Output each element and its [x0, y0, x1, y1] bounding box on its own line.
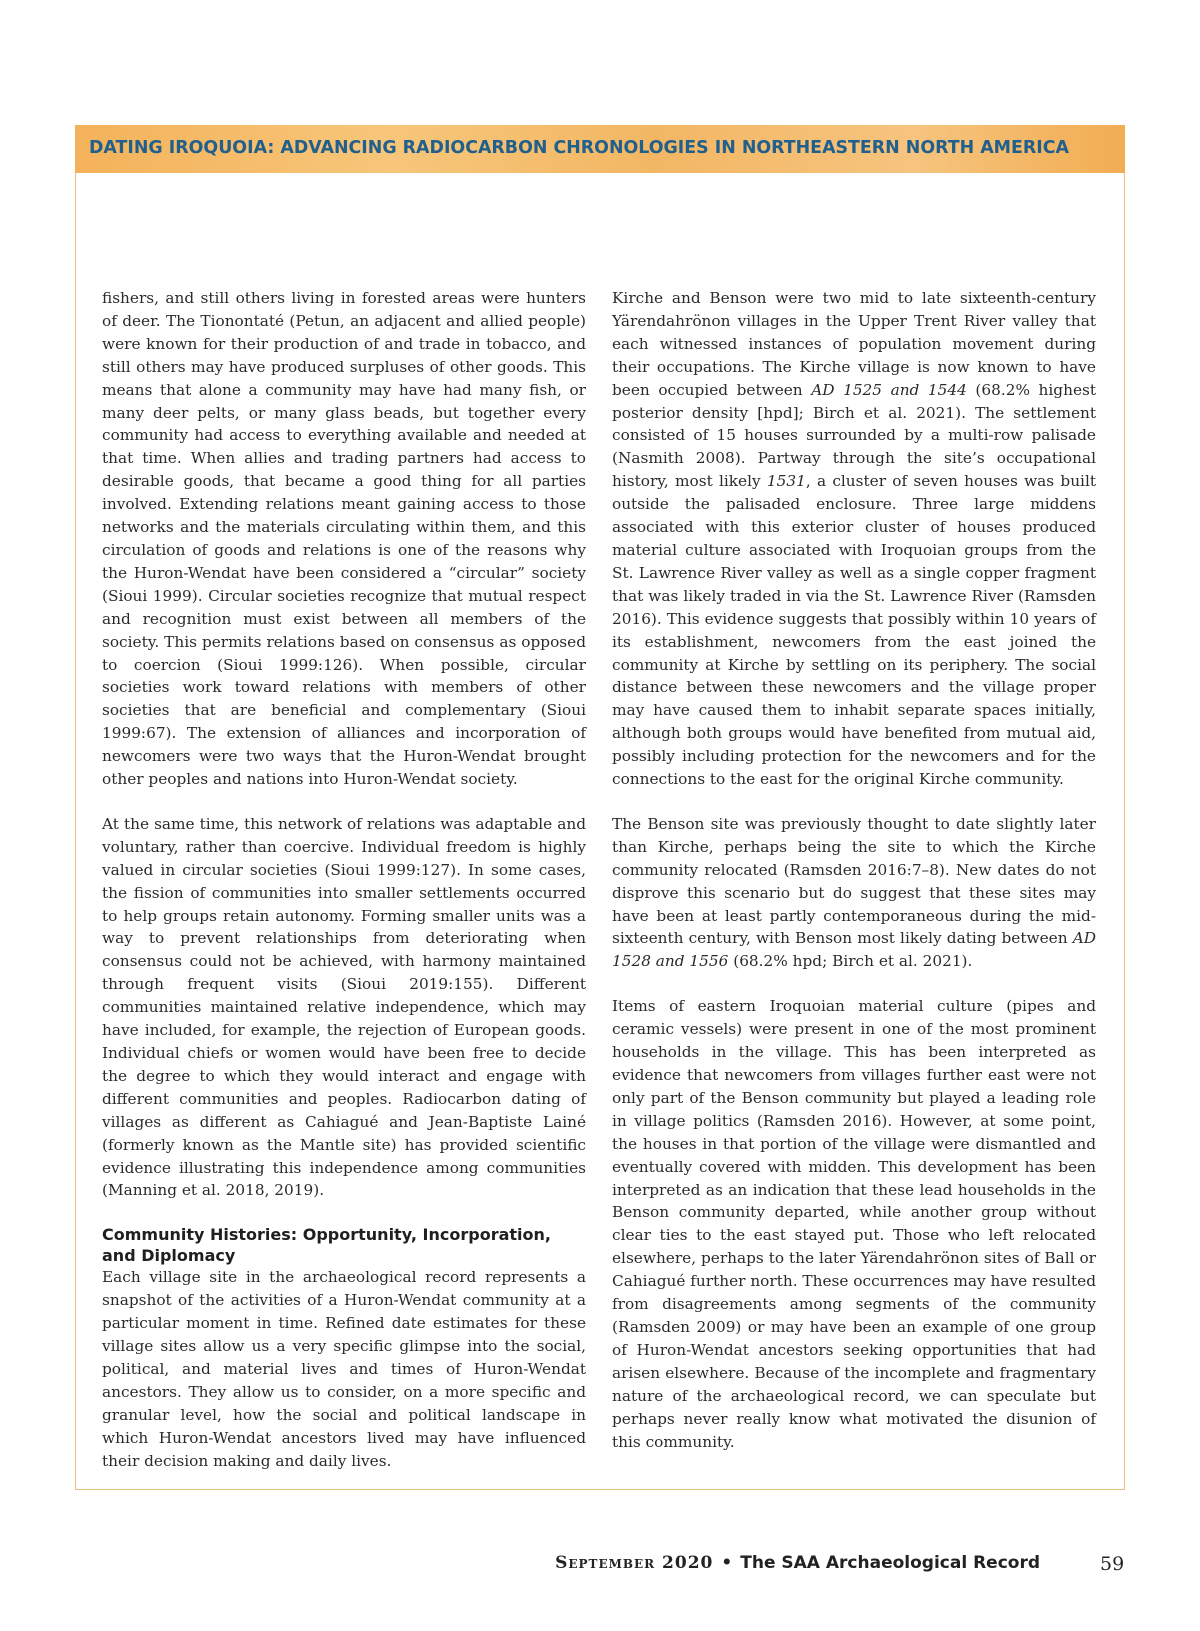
section-heading: Community Histories: Opportunity, Incorporation, and Diplomacy	[102, 1225, 551, 1266]
date-range: AD 1525 and 1544	[811, 380, 967, 399]
section-banner	[75, 125, 1125, 173]
paragraph: Kirche and Benson were two mid to late sixteenth-century Yärendahrönon villages in the Upper Trent River valley that each witnessed instances of population movement during their occupations. The Kirche village is now known to have been occupied between AD 1525 and 1544 (68.2% highest posterior density [hpd]; Birch et al. 2021). The settlement consisted of 15 houses surrounded by a multi-row palisade (Nasmith 2008). Partway through the site’s occupational history, most likely 1531, a cluster of seven houses was built outside the palisaded enclosure. Three large middens associated with this exterior cluster of houses produced material culture associated with Iroquoian groups from the St. Lawrence River valley as well as a single copper fragment that was likely traded in via the St. Lawrence River (Ramsden 2016). This evidence suggests that possibly within 10 years of its establishment, newcomers from the east joined the community at Kirche by settling on its periphery. The social distance between these newcomers and the village proper may have caused them to inhabit separate spaces initially, although both groups would have benefited from mutual aid, possibly including protection for the newcomers and for the connections to the east for the original Kirche community.	[612, 289, 1096, 789]
left-column	[102, 287, 586, 1495]
paragraph: Each village site in the archaeological record represents a snapshot of the activities of a Huron-Wendat community at a particular moment in time. Refined date estimates for these village sites allow us a very specific glimpse into the social, political, and material lives and times of Huron-Wendat ancestors. They allow us to consider, on a more specific and granular level, how the social and political landscape in which Huron-Wendat ancestors lived may have influenced their decision making and daily lives.	[102, 1268, 586, 1470]
paragraph: fishers, and still others living in forested areas were hunters of deer. The Tionontaté (Petun, an adjacent and allied people) were known for their production of and trade in tobacco, and still others may have produced surpluses of other goods. This means that alone a community may have had many fish, or many deer pelts, or many glass beads, but together every community had access to everything available and needed at that time. When allies and trading partners had access to desirable goods, that became a good thing for all parties involved. Extending relations meant gaining access to those networks and the materials circulating within them, and this circulation of goods and relations is one of the reasons why the Huron-Wendat have been considered a “circular” society (Sioui 1999). Circular societies recognize that mutual respect and recognition must exist between all members of the society. This permits relations based on consensus as opposed to coercion (Sioui 1999:126). When possible, circular societies work toward relations with members of other societies that are beneficial and complementary (Sioui 1999:67). The extension of alliances and incorporation of newcomers were two ways that the Huron-Wendat brought other peoples and nations into Huron-Wendat society.	[102, 289, 586, 789]
paragraph: Items of eastern Iroquoian material culture (pipes and ceramic vessels) were present in one of the most prominent households in the village. This has been interpreted as evidence that newcomers from villages further east were not only part of the Benson community but played a leading role in village politics (Ramsden 2016). However, at some point, the houses in that portion of the village were dismantled and eventually covered with midden. This development has been interpreted as an indication that these lead households in the Benson community departed, while another group without clear ties to the east stayed put. Those who left relocated elsewhere, perhaps to the later Yärendahrönon sites of Ball or Cahiagué further north. These occurrences may have resulted from disagreements among segments of the community (Ramsden 2009) or may have been an example of one group of Huron-Wendat ancestors seeking opportunities that had arisen elsewhere. Because of the incomplete and fragmentary nature of the archaeological record, we can speculate but perhaps never really know what motivated the disunion of this community.	[612, 997, 1096, 1451]
footer-month: September 2020	[555, 1553, 714, 1573]
footer-publication: The SAA Archaeological Record	[740, 1553, 1040, 1573]
paragraph: The Benson site was previously thought to date slightly later than Kirche, perhaps being the site to which the Kirche community relocated (Ramsden 2016:7–8). New dates do not disprove this scenario but do suggest that these sites may have been at least partly contemporaneous during the mid-sixteenth century, with Benson most likely dating between AD 1528 and 1556 (68.2% hpd; Birch et al. 2021).	[612, 814, 1096, 971]
banner-title: DATING IROQUOIA: ADVANCING RADIOCARBON CHRONOLOGIES IN NORTHEASTERN NORTH AMERICA	[89, 138, 1069, 158]
date-year: 1531	[766, 472, 806, 491]
page-footer	[0, 1553, 1200, 1583]
page-number: 59	[1100, 1553, 1125, 1575]
paragraph: At the same time, this network of relations was adaptable and voluntary, rather than coercive. Individual freedom is highly valued in circular societies (Sioui 1999:127). In some cases, the fission of communities into smaller settlements occurred to help groups retain autonomy. Forming smaller units was a way to prevent relationships from deteriorating when consensus could not be achieved, with harmony maintained through frequent visits (Sioui 2019:155). Different communities maintained relative independence, which may have included, for example, the rejection of European goods. Individual chiefs or women would have been free to decide the degree to which they would interact and engage with different communities and peoples. Radiocarbon dating of villages as different as Cahiagué and Jean-Baptiste Lainé (formerly known as the Mantle site) has provided scientific evidence illustrating this independence among communities (Manning et al. 2018, 2019).	[102, 814, 586, 1200]
footer-text	[555, 1553, 1040, 1573]
bullet-icon: •	[721, 1553, 733, 1573]
date-range: AD 1528 and 1556	[612, 929, 1096, 971]
right-column	[612, 287, 1096, 1475]
